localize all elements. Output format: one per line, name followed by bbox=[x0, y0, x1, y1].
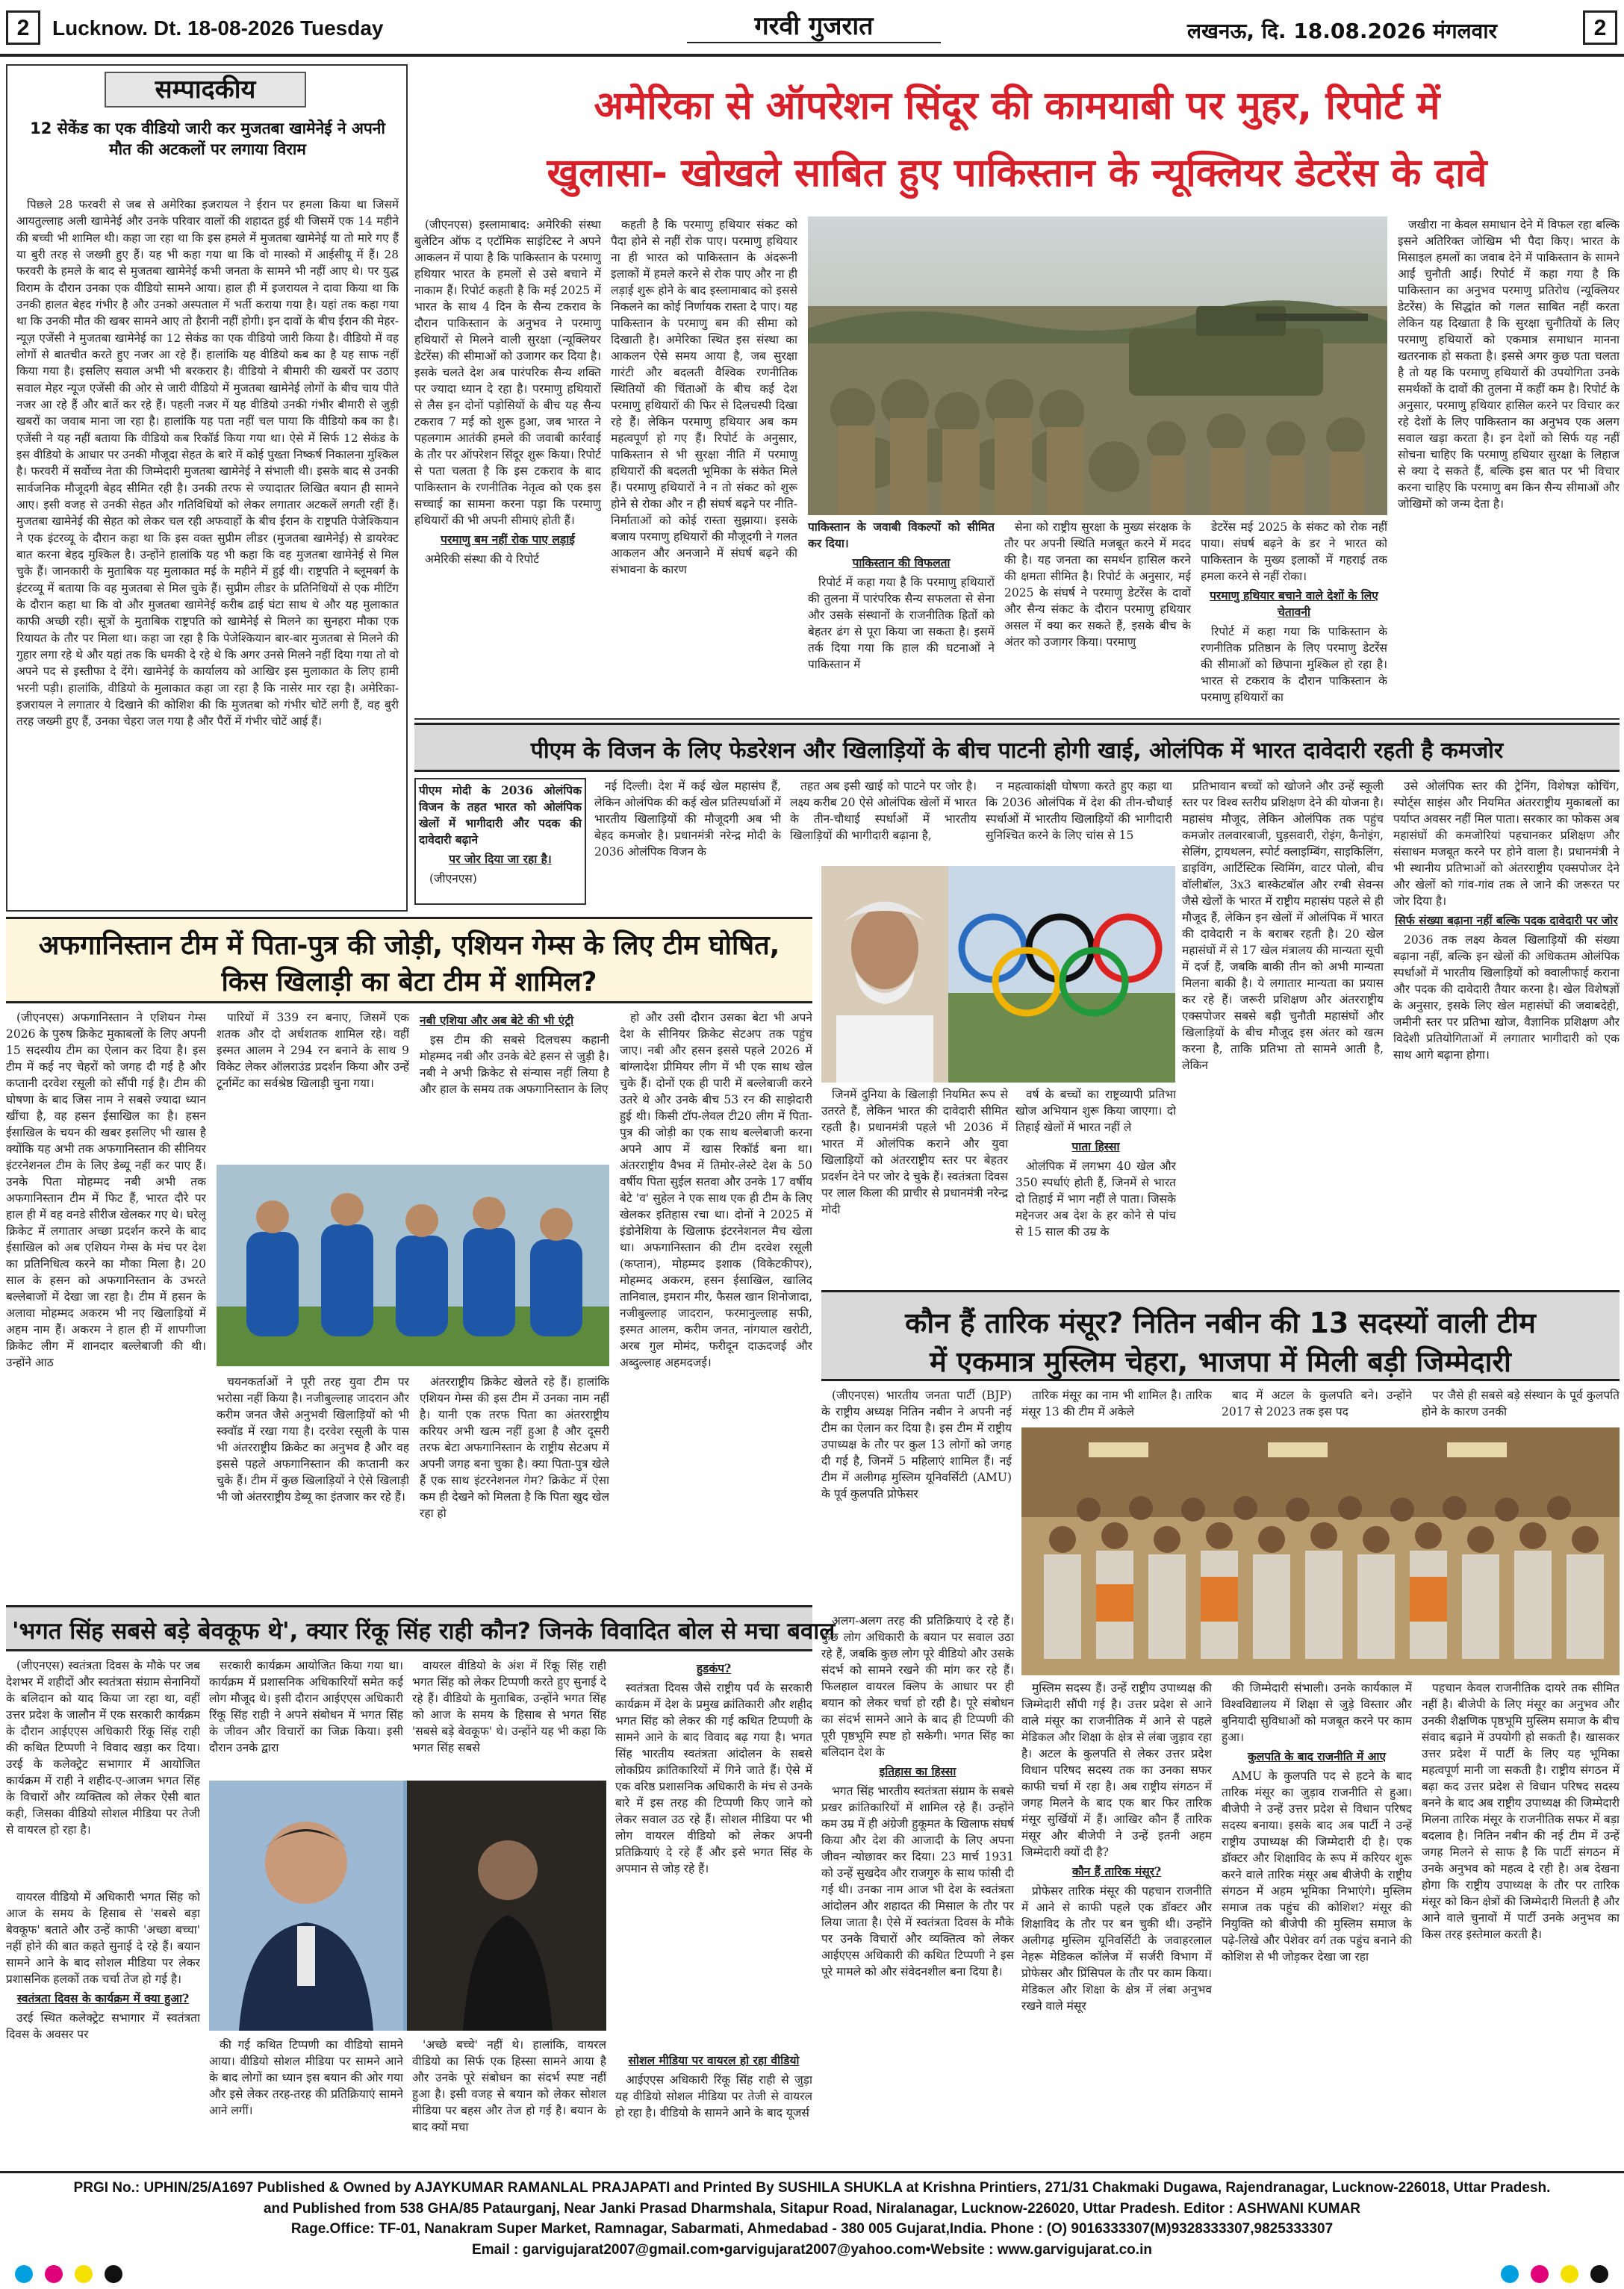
afghan-col2-tail: चयनकर्ताओं ने पूरी तरह युवा टीम पर भरोसा नहीं किया है। नजीबुल्लाह जादरान और करीम जनत जैसे अनुभवी खिलाड़ियों को भी स्क्वॉड में रखा गया है। दरवेश रसूली के पास भी अंतरराष्ट्रीय क्रिकेट का अनुभव है और वह इससे पहले अफगानिस्तान की कप्तानी कर चुके हैं। टीम में कुछ खिलाड़ियों ने ऐसे खिलाड़ी भी जो अंतरराष्ट्रीय डेब्यू का इंतजार कर रहे हैं। bbox=[217, 1375, 409, 1504]
tariq-group-photo bbox=[1021, 1427, 1620, 1675]
bhagat-column-6 bbox=[6, 1889, 200, 2165]
bhagat-lower1-text: वायरल वीडियो में अधिकारी भगत सिंह को आज के समय के हिसाब से 'सबसे बड़ा बेवकूफ' बताते और उन्हें काफी 'अच्छा बच्चा' नहीं होने की बात कहते सुनाई दे रहे हैं। बयान सामने आने के बाद सोशल मीडिया पर लेकर प्रशासनिक हलकों तक चर्चा तेज हो गई है। bbox=[6, 1890, 200, 1986]
afghan-col4-text: हो और उसी दौरान उसका बेटा भी अपने देश के सीनियर क्रिकेट सेटअप तक पहुंच जाए। नबी और हसन इससे पहले 2026 में बांग्लादेश प्रीमियर लीग में भी एक साथ खेल चुके हैं। दोनों एक ही पारी में बल्लेबाजी करने उतरे थे और उनके बीच 53 रन की साझेदारी हुई थी। किसी टॉप-लेवल टी20 लीग में पिता-पुत्र की जोड़ी का एक साथ बल्लेबाजी करना अपने आप में खास रिकॉर्ड बना था। अंतरराष्ट्रीय वैभव में तिमोर-लेस्टे देश के 50 वर्षीय पिता सुईल सतवा और उनके 17 वर्षीय बेटे 'व' सुहेल ने एक साथ एक ही टीम के लिए खेलकर इतिहास रचा था। दोनों ने 2025 में इंडोनेशिया के खिलाफ इंटरनेशनल मैच खेला था। अफगानिस्तान की टीम दरवेश रसूली (कप्तान), मोहम्मद इशाक (विकेटकीपर), मोहम्मद अकरम, हसन ईसाखिल, खालिद तानिवाल, इमरान मीर, फैसल खान शिनोजादा, नजीबुल्लाह जादरान, फरमानुल्लाह सफी, इस्मत आलम, करीम जनत, नांगयाल खरोटी, अरब गुल मोमंद, फरीदून दाऊदजई और अब्दुल्लाह अहमदजई। bbox=[620, 1011, 812, 1369]
olympics-photo bbox=[821, 866, 1175, 1083]
olympics-col5-text: प्रतिभावान बच्चों को खोजने और उन्हें स्कूली स्तर पर विश्व स्तरीय प्रशिक्षण देने की योजना है। महासंघ मौजूद, लेकिन ओलंपिक तक पहुंच कमजोर तलवारबाजी, घुड़सवारी, रोइंग, कैनोइंग, सेलिंग, ट्रायथलन, स्पोर्ट क्लाइम्बिंग, साइकिलिंग, डाइविंग, आर्टिस्टिक स्विमिंग, वाटर पोलो, बीच वॉलीबॉल, 3x3 बास्केटबॉल और रग्बी सेवन्स जैसे खेलों के भारत में राष्ट्रीय महासंघ पहले से ही मौजूद हैं, लेकिन इन खेलों में ओलंपिक में भारत की दावेदारी न के बराबर रहती है। 20 खेल महासंघों में से 17 खेल मंत्रालय की मान्यता सूची में दर्ज हैं, जबकि बाकी तीन को अभी मान्यता मिलना बाकी है। ये लगातार मान्यता का प्रयास कर रहे हैं। जरूरी प्रशिक्षण और अंतरराष्ट्रीय एक्सपोजर सबसे बड़ी चुनौती महासंघों और खिलाड़ियों के बीच मौजूद इस अंतर को खत्म करना है, ताकि प्रतिभा तो सामने आती है, लेकिन bbox=[1182, 779, 1384, 1072]
editorial-box bbox=[6, 64, 408, 912]
bhagat-column-2 bbox=[209, 1657, 403, 1777]
army-photo-illustration bbox=[808, 217, 1387, 515]
olympics-below1-text: जिनमें दुनिया के खिलाड़ी नियमित रूप से उतरते हैं, लेकिन भारत की दावेदारी सीमित रहती है। प्रधानमंत्री पहले भी 2036 में भारत में ओलंपिक कराने और युवा खिलाड़ियों को अंतरराष्ट्रीय स्तर पर बेहतर प्रदर्शन देने पर जोर दे चुके हैं। स्वतंत्रता दिवस पर लाल किला की प्राचीर से प्रधानमंत्री नरेन्द्र मोदी bbox=[821, 1088, 1008, 1216]
lead-col1-tail: अमेरिकी संस्था की ये रिपोर्ट bbox=[425, 552, 540, 566]
bhagat-column-9 bbox=[615, 2049, 812, 2165]
olympics-column-4 bbox=[986, 778, 1172, 860]
tariq-column-5 bbox=[1021, 1680, 1212, 2165]
afghan-col2-text: पारियों में 339 रन बनाए, जिसमें एक शतक और दो अर्धशतक शामिल रहे। वहीं इस्मत आलम ने 294 रन बनाने के साथ 9 विकेट लेकर ऑलराउंड प्रदर्शन किया और उन्हें टूर्नामेंट का सर्वश्रेष्ठ खिलाड़ी चुना गया। bbox=[217, 1011, 409, 1090]
tariq-col1-text: (जीएनएस) भारतीय जनता पार्टी (BJP) के राष्ट्रीय अध्यक्ष नितिन नबीन ने अपनी नई टीम का ऐलान कर दिया है। इस टीम में राष्ट्रीय उपाध्यक्ष के तौर पर कुल 13 लोगों को जगह दी गई है, जिनमें 5 महिलाएं शामिल हैं। नई टीम में अलीगढ़ मुस्लिम यूनिवर्सिटी (AMU) के पूर्व कुलपति प्रोफेसर bbox=[821, 1389, 1012, 1501]
tariq-colb-tail: AMU के कुलपति पद से हटने के बाद तारिक मंसूर का जुड़ाव राजनीति से हुआ। बीजेपी ने उन्हें उत्तर प्रदेश से विधान परिषद सदस्य बनाया। इसके बाद अब पार्टी ने उन्हें राष्ट्रीय उपाध्यक्ष की जिम्मेदारी दी है। एक डॉक्टर और शिक्षाविद के रूप में करियर शुरू करने वाले तारिक मंसूर अब बीजेपी के राष्ट्रीय संगठन में अहम भूमिका निभाएंगे। मुस्लिम समाज तक पहुंच की कोशिश? मंसूर की नियुक्ति को बीजेपी की मुस्लिम समाज के पढ़े-लिखे और पेशेवर वर्ग तक पहुंच बनाने की कोशिश से भी जोड़कर देखा जा रहा bbox=[1222, 1769, 1412, 1963]
olympics-subhead-3: पाता हिस्सा bbox=[1071, 1139, 1120, 1153]
tariq-column-4 bbox=[1422, 1387, 1620, 1424]
officer-portrait-illustration bbox=[209, 1781, 606, 2031]
tariq-col3-text: बाद में अटल के कुलपति बने। उन्होंने 2017 से 2023 तक इस पद bbox=[1222, 1389, 1412, 1418]
tariq-cola-text: मुस्लिम सदस्य हैं। उन्हें राष्ट्रीय उपाध्यक्ष की जिम्मेदारी सौंपी गई है। उत्तर प्रदेश से आने वाले मंसूर का राजनीतिक में आने से पहले मेडिकल और शिक्षा के क्षेत्र से लंबा जुड़ाव रहा है। अटल के कुलपति से लेकर उत्तर प्रदेश विधान परिषद सदस्य तक का उनका सफर काफी चर्चा में रहा है। अब राष्ट्रीय संगठन में जगह मिलने के बाद एक बार फिर तारिक मंसूर सुर्खियों में हैं। आखिर कौन हैं तारिक मंसूर और बीजेपी ने उन्हें इतनी अहम जिम्मेदारी क्यों दी है? bbox=[1021, 1681, 1212, 1859]
imprint-line-4: Email : garvigujarat2007@gmail.com•garvigujarat2007@yahoo.com•Website : www.garvigujarat.co.in bbox=[472, 2241, 1152, 2258]
bhagat-col1-text: (जीएनएस) स्वतंत्रता दिवस के मौके पर जब देशभर में शहीदों और स्वतंत्रता संग्राम सेनानियों के बलिदान को याद किया जा रहा था, वहीं उत्तर प्रदेश के जालौन में एक सरकारी कार्यक्रम के दौरान आईएएस अधिकारी रिंकू सिंह राही की कथित टिप्पणी ने विवाद खड़ा कर दिया। उरई के कलेक्ट्रेट सभागार में आयोजित कार्यक्रम में राही ने शहीद-ए-आजम भगत सिंह के विचारों और व्यक्तित्व को लेकर ऐसी बात कही, जिसका वीडियो सोशल मीडिया पर तेजी से वायरल हो रहा है। bbox=[6, 1659, 200, 1837]
bhagat-subhead-4: सोशल मीडिया पर वायरल हो रहा वीडियो bbox=[628, 2053, 800, 2067]
tariq-headline-line2: में एकमात्र मुस्लिम चेहरा, भाजपा में मिली बड़ी जिम्मेदारी bbox=[930, 1345, 1511, 1378]
lead-column-1 bbox=[414, 217, 601, 709]
tariq-column-7 bbox=[1422, 1680, 1620, 2165]
dateline-english: Lucknow. Dt. 18-08-2026 Tuesday bbox=[52, 16, 384, 40]
tariq-cola-tail: प्रोफेसर तारिक मंसूर की पहचान राजनीति में आने से काफी पहले एक डॉक्टर और शिक्षाविद के तौर पर बन चुकी थी। उन्होंने अलीगढ़ मुस्लिम यूनिवर्सिटी के जवाहरलाल नेहरू मेडिकल कॉलेज में सर्जरी विभाग में प्रोफेसर और प्रिंसिपल के तौर पर काम किया। मेडिकल और शिक्षा के क्षेत्र में लंबा अनुभव रखने वाले मंसूर bbox=[1021, 1884, 1212, 2013]
olympics-col1-tail: (जीएनएस) bbox=[429, 872, 477, 885]
lead-col6-text: जखीरा ना केवल समाधान देने में विफल रहा बल्कि इसने अतिरिक्त जोखिम भी पैदा किए। भारत के मिसाइल हमलों का जवाब देने में पाकिस्तान के सामने आईं चुनौती आईं। रिपोर्ट में कहा गया है कि पाकिस्तान का अनुभव परमाणु प्रतिरोध (न्यूक्लियर डेटरेंस) के सिद्धांत को गलत साबित नहीं करता लेकिन यह दिखाता है कि सुरक्षा चुनौतियों के लिए परमाणु हथियारों को एकमात्र समाधान मानना खतरनाक हो सकता है। इससे अगर कुछ पता चलता है तो यह कि परमाणु हथियारों की उपयोगिता उनके समर्थकों के दावों की तुलना में कहीं कम है। रिपोर्ट के अनुसार, परमाणु हथियार हासिल करने पर विचार कर रहे देशों के लिए पाकिस्तान का अनुभव एक अलग सवाल खड़ा करता है। इन देशों को सिर्फ यह नहीं सोचना चाहिए कि परमाणु हथियार सुरक्षा के लिहाज से क्या दे सकते हैं, बल्कि इस बात पर भी विचार करना चाहिए कि परमाणु बम किन सैन्य सीमाओं और जोखिमों को जन्म देता है। bbox=[1398, 218, 1620, 511]
lead-headline-line2: खुलासा- खोखले साबित हुए पाकिस्तान के न्यूक्लियर डेटरेंस के दावे bbox=[547, 151, 1487, 196]
olympics-headline-bar bbox=[414, 723, 1620, 772]
registration-mark-cyan-right bbox=[1501, 2265, 1519, 2283]
afghan-column-2 bbox=[217, 1009, 409, 1159]
tariq-headline-line1: कौन हैं तारिक मंसूर? नितिन नबीन की 13 सदस्यों वाली टीम bbox=[905, 1307, 1536, 1339]
olympics-column-5 bbox=[1182, 778, 1384, 1278]
imprint-line-3: Rage.Office: TF-01, Nanakram Super Market, Ramnagar, Sabarmati, Ahmedabad - 380 005 Gujarat,India. Phone : (O) 9016333307(M)9328333307,9825333307 bbox=[290, 2221, 1334, 2237]
editorial-body bbox=[16, 196, 399, 906]
afghan-cricket-photo bbox=[217, 1165, 609, 1366]
imprint-line-2: and Published from 538 GHA/85 Pataurganj, Near Janki Prasad Dharmshala, Sitapur Road, Niralanagar, Lucknow-226020, Uttar Pradesh. Editor : ASHWANI KUMAR bbox=[263, 2200, 1361, 2217]
tariq-col4-text: पर जैसे ही सबसे बड़े संस्थान के पूर्व कुलपति होने के कारण उनकी bbox=[1422, 1389, 1620, 1418]
olympics-subhead-2: सिर्फ संख्या बढ़ाना नहीं बल्कि पदक दावेदारी पर जोर bbox=[1395, 913, 1618, 927]
lead-col1-text: (जीएनएस) इस्लामाबाद: अमेरिकी संस्था बुलेटिन ऑफ द एटॉमिक साइंटिस्ट ने अपने आकलन में पाया है कि पाकिस्तान के परमाणु हथियार भारत के हमलों से उसे बचाने में नाकाम हैं। रिपोर्ट कहती है कि मई 2025 में भारत के साथ 4 दिन के सैन्य टकराव के दौरान पाकिस्तान के अनुभव ने परमाणु हथियारों से मिलने वाली सुरक्षा (न्यूक्लियर डेटरेंस) की सीमाओं को उजागर कर दिया है। इसके चलते देश अब पारंपरिक सैन्य शक्ति पर ज्यादा ध्यान दे रहा है। परमाणु हथियारों से लैस इन दोनों पड़ोसियों के बीच यह सैन्य टकराव 7 मई को शुरू हुआ, जब भारत ने पहलगाम आतंकी हमले की जवाबी कार्रवाई के तौर पर ऑपरेशन सिंदूर शुरू किया। रिपोर्ट से पता चलता है कि इस टकराव के बाद पाकिस्तान के रणनीतिक नेतृत्व को एक इस सच्चाई का सामना करना पड़ा कि परमाणु हथियारों की भी अपनी सीमाएं होती हैं। bbox=[414, 218, 601, 527]
cricketers-illustration bbox=[217, 1165, 609, 1366]
tariq-col2-text: तारिक मंसूर का नाम भी शामिल है। तारिक मंसूर 13 की टीम में अकेले bbox=[1021, 1389, 1212, 1418]
lead-photo-caption: पाकिस्तान के जवाबी विकल्पों को सीमित कर दिया। bbox=[808, 520, 995, 550]
afghan-col3-tail: अंतरराष्ट्रीय क्रिकेट खेलते रहे हैं। हालांकि एशियन गेम्स की इस टीम में उनका नाम नहीं है। यानी एक तरफ पिता का अंतरराष्ट्रीय करियर अभी खत्म नहीं हुआ है और दूसरी तरफ बेटा अफगानिस्तान के राष्ट्रीय सेटअप में अपनी जगह बना चुका है। क्या पिता-पुत्र खेले हैं एक साथ इंटरनेशनल गेम? क्रिकेट में ऐसा कम ही देखने को मिलता है कि पिता खुद खेल रहा हो bbox=[420, 1375, 609, 1520]
olympics-subhead-1: पर जोर दिया जा रहा है। bbox=[449, 852, 552, 866]
tariq-column-2 bbox=[1021, 1387, 1212, 1424]
bhagat-lower4-tail: आईएएस अधिकारी रिंकू सिंह राही से जुड़ा यह वीडियो सोशल मीडिया पर तेजी से वायरल हो रहा है। वीडियो के सामने आने के बाद यूजर्स bbox=[615, 2073, 812, 2120]
registration-mark-magenta bbox=[45, 2265, 63, 2283]
bhagat-column-8 bbox=[412, 2037, 606, 2165]
bhagat-column-7 bbox=[209, 2037, 403, 2165]
olympics-col6-text: उसे ओलंपिक स्तर की ट्रेनिंग, विशेषज्ञ कोचिंग, स्पोर्ट्स साइंस और नियमित अंतरराष्ट्रीय मुकाबलों का पर्याप्त अवसर नहीं मिल पाता। सरकार का फोकस अब महासंघों की कमजोरियां पहचानकर प्रशिक्षण और संसाधन मजबूत करने पर होने वाला है। प्रधानमंत्री ने भी स्थानीय प्रतिभाओं को अंतरराष्ट्रीय एक्सपोजर देने और खेलों को गांव-गांव तक ले जाने की जरूरत पर जोर दिया है। bbox=[1393, 779, 1620, 908]
afghan-headline: अफगानिस्तान टीम में पिता-पुत्र की जोड़ी, एशियन गेम्स के लिए टीम घोषित, किस खिलाड़ी का बेटा टीम में शामिल? bbox=[38, 930, 780, 997]
afghan-column-6 bbox=[620, 1009, 812, 1599]
afghan-col1-text: (जीएनएस) अफगानिस्तान ने एशियन गेम्स 2026 के पुरुष क्रिकेट मुकाबलों के लिए अपनी 15 सदस्यीय टीम का ऐलान कर दिया है। इस टीम में कई नए चेहरों को जगह दी गई है और कप्तानी दरवेश रसूली को सौंपी गई है। टीम की घोषणा के बाद जिस नाम ने सबसे ज्यादा ध्यान खींचा है, वह हसन ईसाखिल का है। हसन ईसाखिल के चयन की खबर इसलिए भी खास है क्योंकि यह अभी तक अफगानिस्तान की सीनियर इंटरनेशनल टीम के लिए डेब्यू नहीं कर पाए हैं। उनके पिता मोहम्मद नबी अभी तक अफगानिस्तान टीम में फिट हैं, भारत दौरे पर हाल ही में वह वनडे सीरीज खेलकर गए थे। घरेलू क्रिकेट में लगातार अच्छा प्रदर्शन करने के बाद ईसाखिल को अब एशियन गेम्स के मंच पर देश का प्रतिनिधित्व करने का मौका मिला है। 20 साल के हसन को अफगानिस्तान के उभरते बल्लेबाजों में देखा जा रहा है। टीम में हसन के अलावा मोहम्मद अकरम भी नए खिलाड़ियों में अहम नाम हैं। अकरम ने हाल ही में शापगीजा क्रिकेट लीग में शानदार बल्लेबाजी की थी। उन्होंने आठ bbox=[6, 1011, 206, 1369]
tariq-colb-text: की जिम्मेदारी संभाली। उनके कार्यकाल में विश्वविद्यालय में शिक्षा से जुड़े विस्तार और बुनियादी सुविधाओं को मजबूत करने पर काम हुआ। bbox=[1222, 1681, 1412, 1744]
lead-subhead-3: परमाणु हथियार बचाने वाले देशों के लिए चेतावनी bbox=[1210, 588, 1378, 619]
bhagat-lower2-text: की गई कथित टिप्पणी का वीडियो सामने आया। वीडियो सोशल मीडिया पर सामने आने के बाद लोगों का ध्यान इस बयान की ओर गया और इसे लेकर तरह-तरह की प्रतिक्रियाएं सामने आने लगीं। bbox=[209, 2038, 403, 2117]
tariq-colc-text: पहचान केवल राजनीतिक दायरे तक सीमित नहीं है। बीजेपी के लिए मंसूर का अनुभव और उनकी शैक्षणिक पृष्ठभूमि मुस्लिम समाज के बीच संवाद बढ़ाने में उपयोगी हो सकती है। खासकर उत्तर प्रदेश में पार्टी के लिए यह भूमिका महत्वपूर्ण मानी जा सकती है। राष्ट्रीय संगठन में बढ़ा कद उत्तर प्रदेश से विधान परिषद सदस्य बनने के बाद अब राष्ट्रीय उपाध्यक्ष की जिम्मेदारी मिलना तारिक मंसूर के राजनीतिक सफर में बड़ा बदलाव है। नितिन नबीन की नई टीम में उन्हें जगह मिलने से साफ है कि पार्टी संगठन में उनके अनुभव को महत्व दे रही है। अब देखना होगा कि राष्ट्रीय उपाध्यक्ष के तौर पर तारिक मंसूर को किन क्षेत्रों की जिम्मेदारी मिलती है और आने वाले चुनावों में पार्टी उनके अनुभव का किस तरह इस्तेमाल करती है। bbox=[1422, 1681, 1620, 1941]
olympics-column-8 bbox=[1015, 1086, 1176, 1278]
lead-column-6 bbox=[1398, 217, 1620, 709]
dateline-hindi: लखनऊ, दि. 18.08.2026 मंगलवार bbox=[1187, 19, 1497, 43]
olympics-col6-tail: 2036 तक लक्ष्य केवल खिलाड़ियों की संख्या बढ़ाना नहीं, बल्कि इन खेलों की अधिकतम ओलंपिक स्पर्धाओं में भारतीय खिलाड़ियों को क्वालीफाई कराना और पदक की दावेदारी तैयार करना है। खेल विशेषज्ञों के अनुसार, इसके लिए खेल महासंघों की जवाबदेही, जमीनी स्तर पर प्रतिभा खोज, वैज्ञानिक प्रशिक्षण और विदेशी प्रतियोगिताओं में लगातार भागीदारी को एक साथ आगे बढ़ाना होगा। bbox=[1393, 933, 1620, 1062]
olympics-col3-text: तहत अब इसी खाई को पाटने पर जोर है। लक्ष्य करीब 20 ऐसे ओलंपिक खेलों में भारत के तीन-चौथाई स्पर्धाओं में भारतीय खिलाड़ियों की भागीदारी बढ़ाना है, bbox=[790, 779, 977, 842]
tariq-subhead-2: कुलपति के बाद राजनीति में आए bbox=[1247, 1749, 1387, 1763]
olympics-column-7 bbox=[821, 1086, 1008, 1278]
divider bbox=[414, 718, 1620, 720]
tariq-headline-box bbox=[821, 1290, 1620, 1381]
page-number-right: 2 bbox=[1583, 10, 1617, 45]
olympics-col2-text: नई दिल्ली। देश में कई खेल महासंघ हैं, लेकिन ओलंपिक की कई खेल प्रतिस्पर्धाओं में भारतीय खिलाड़ियों की मौजूदगी अब भी बेहद कमजोर है। प्रधानमंत्री नरेन्द्र मोदी के 2036 ओलंपिक विजन के bbox=[594, 779, 781, 859]
registration-mark-yellow bbox=[75, 2265, 93, 2283]
olympics-below2-tail: ओलंपिक में लगभग 40 खेल और 350 स्पर्धाएं होती हैं, जिनमें से भारत दो तिहाई में भाग नहीं ले पाता। जिसके मद्देनजर अब देश के हर कोने से पांच से 15 साल की उम्र के bbox=[1015, 1159, 1176, 1239]
bhagat-lower3-text: 'अच्छे बच्चे' नहीं थे। हालांकि, वायरल वीडियो का सिर्फ एक हिस्सा सामने आया है और उनके पूरे संबोधन का संदर्भ स्पष्ट नहीं हुआ है। इसी वजह से बयान को लेकर सोशल मीडिया पर बहस और तेज हो गई है। बयान के बाद क्यों मचा bbox=[412, 2038, 606, 2134]
masthead: गरवी गुजरात bbox=[687, 7, 941, 43]
tariq-subhead-1: कौन हैं तारिक मंसूर? bbox=[1071, 1864, 1162, 1878]
registration-mark-yellow-right bbox=[1561, 2265, 1578, 2283]
afghan-column-1 bbox=[6, 1009, 206, 1599]
bhagat-col2-text: सरकारी कार्यक्रम आयोजित किया गया था। कार्यक्रम में प्रशासनिक अधिकारियों समेत कई लोग मौजूद थे। इसी दौरान आईएएस अधिकारी रिंकू सिंह राही ने अपने संबोधन में भगत सिंह के जीवन और विचारों का जिक्र किया। इसी दौरान उनके द्वारा bbox=[209, 1659, 403, 1754]
editorial-headline: 12 सेकेंड का एक वीडियो जारी कर मुजतबा खामेनेई ने अपनी मौत की अटकलों पर लगाया विराम bbox=[30, 119, 385, 159]
lead-col2-text: कहती है कि परमाणु हथियार संकट को पैदा होने से नहीं रोक पाए। परमाणु हथियार ना ही भारत को पाकिस्तान के अंदरूनी इलाकों में हमले करने से रोक पाए और ना ही लड़ाई शुरू होने के बाद इस्लामाबाद को इससे निकलने का कोई निर्णायक रास्ता दे पाए। यह पाकिस्तान के परमाणु बम की सीमा को दिखाती है। अमेरिका स्थित इस संस्था का आकलन ऐसे समय आया है, जब सुरक्षा गारंटी और बदलती वैश्विक रणनीतिक स्थितियों की चिंताओं के बीच कई देश परमाणु हथियारों की फिर से दिलचस्पी दिखा रहे हैं। लेकिन परमाणु हथियार अब कम महत्वपूर्ण हो गए हैं। रिपोर्ट के अनुसार, पाकिस्तान से भी सुरक्षा नीति में परमाणु हथियारों की बदलती भूमिका के संकेत मिले हैं। परमाणु हथियारों ने न तो संकट को शुरू होने से रोका और न ही संघर्ष बढ़ने पर नीति-निर्माताओं को कोई रास्ता सुझाया। इसके बजाय परमाणु हथियारों की मौजूदगी ने गलत आकलन और अनजाने में संघर्ष बढ़ने की संभावना के कारण bbox=[611, 218, 797, 576]
olympics-column-1 bbox=[414, 778, 586, 905]
lead-subhead-2: पाकिस्तान की विफलता bbox=[852, 555, 951, 570]
olympics-column-3 bbox=[790, 778, 977, 860]
lead-col3-text: रिपोर्ट में कहा गया है कि परमाणु हथियारों की तुलना में पारंपरिक सैन्य सफलता से सेना और उसके संस्थानों के राजनीतिक हितों को बेहतर ढंग से पूरा किया जा सकता है। इसमें तर्क दिया गया कि हाल की घटनाओं ने पाकिस्तान में bbox=[808, 576, 995, 671]
bhagat-column-4 bbox=[615, 1657, 812, 2046]
lead-photo-army bbox=[808, 217, 1387, 515]
bhagat-column-5 bbox=[821, 1613, 1014, 2165]
tariq-column-6 bbox=[1222, 1680, 1412, 2165]
page-header bbox=[0, 0, 1624, 57]
imprint-line-1: PRGI No.: UPHIN/25/A1697 Published & Owned by AJAYKUMAR RAMANLAL PRAJAPATI and Printed By SUSHILA SHUKLA at Krishna Printiers, 271/31 Chakmaki Dugawa, Rajendranagar, Lucknow-226018, Uttar Pradesh. bbox=[73, 2180, 1551, 2196]
lead-col5-text: डेटरेंस मई 2025 के संकट को रोक नहीं पाया। संघर्ष बढ़ने के डर ने भारत को पाकिस्तान के मुख्य इलाकों में गहराई तक हमला करने से नहीं रोका। bbox=[1201, 520, 1387, 583]
bhagat-subhead-3: स्वतंत्रता दिवस के कार्यक्रम में क्या हुआ? bbox=[16, 1991, 190, 2005]
bhagat-col5-text: अलग-अलग तरह की प्रतिक्रियाएं दे रहे हैं। कुछ लोग अधिकारी के बयान पर सवाल उठा रहे हैं, जबकि कुछ लोग पूरे वीडियो और उसके संदर्भ को सामने रखने की मांग कर रहे हैं। फिलहाल वायरल क्लिप के आधार पर ही बयान को लेकर चर्चा हो रही है। पूरे संबोधन का संदर्भ सामने आने के बाद ही टिप्पणी की पूरी पृष्ठभूमि स्पष्ट हो सकेगी। भगत सिंह का बलिदान देश के bbox=[821, 1614, 1014, 1759]
pm-olympic-rings-illustration bbox=[821, 866, 1175, 1083]
tariq-column-1 bbox=[821, 1387, 1012, 1510]
editorial-text: पिछले 28 फरवरी से जब से अमेरिका इजरायल ने ईरान पर हमला किया था जिसमें आयतुल्लाह अली खामेनेई और उनके परिवार वालों की शहादत हुई थी जिसमें एक 14 महीने की बच्ची भी शामिल थी। कहा जा रहा था कि इस हमले में मुजतबा खामेनेई या तो मारे गए हैं या बुरी तरह से जख्मी हुए हैं। यह भी कहा गया था कि वो मास्को में आईसीयू में हैं। 28 फरवरी के हमले के बाद से मुजतबा खामेनेई कभी जनता के सामने भी नहीं आए थे। पर युद्ध विराम के दौरान उनका एक वीडियो सामने आया। हाल ही में इजरायल ने दावा किया था कि उनकी हालत बेहद गंभीर है और उनको अस्पताल में भर्ती कराया गया है। यहां तक कहा गया था कि उनकी मौत की खबर सामने आए तो हैरानी नहीं होगी। इन दावों के बीच ईरान की मेहर-न्यूज़ एजेंसी ने मुजतबा खामेनेई का 12 सेकंड का एक वीडियो जारी किया है। वीडियो में वह लोगों से बातचीत करते हुए नजर आ रहे हैं। हालांकि यह वीडियो कब का है यह साफ नहीं किया गया है। इसलिए सवाल अभी भी बरकरार है। वीडियो ने बीमारी की खबरों पर उठाए सवाल मेहर न्यूज एजेंसी की ओर से जारी वीडियो में मुजतबा खामेनेई लोगों के बीच चाय पीते नजर आ रहे हैं और बातें कर रहे हैं। पहली नजर में यह वीडियो उनकी गंभीर बीमारी से जुड़ी खबरों का जवाब माना जा रहा है। हालांकि यह पता नहीं चल पाया कि वीडियो कब का है। एजेंसी ने यह नहीं बताया कि वीडियो कब रिकॉर्ड किया गया था। ऐसे में सिर्फ 12 सेकंड के इस वीडियो के आधार पर उनकी मौजूदा सेहत के बारे में कोई पुख्ता निष्कर्ष निकालना मुश्किल है। फरवरी में सर्वोच्च नेता की जिम्मेदारी मुजतबा खामेनेई ने संभाली थी। इसके बाद से उनकी सार्वजनिक मौजूदगी बेहद सीमित रही है। उनकी तरफ से ज्यादातर लिखित बयान ही सामने आए। इसी वजह से उनकी सेहत और गतिविधियों को लेकर लगातार अटकलें लगती रहीं हैं। मुजतबा खामेनेई की सेहत को लेकर चल रही अफवाहों के बीच ईरान के राष्ट्रपति पेजेश्कियान ने एक इंटरव्यू के दौरान कहा था कि इस वक्त सुप्रीम लीडर (मुजतबा खामेनेई) से डायरेक्ट बात करना बेहद मुश्किल है। उन्होंने हालांकि यह भी कहा कि वह मुजतबा खामेनेई से मिल चुके हैं। जानकारी के मुताबिक यह मुलाकात मई के महीने में हुई थी। राष्ट्रपति ने ब्लूमबर्ग के इंटरव्यू में बताया कि वह मुजतबा से मिल चुके हैं। सुप्रीम लीडर के प्रतिनिधियों से एक मीटिंग के दौरान कहा था कि वो और मुजतबा खामेनेई करीब ढाई घंटा साथ थे और यह मुलाकात काफी अच्छी रही। सूत्रों के मुताबिक राष्ट्रपति को खामेनेई से मिलने का सुनहरा मौका एक रियायत के तौर पर मिला था। कहा जा रहा है कि पेजेश्कियान बार-बार मुजतबा से मिलने की गुहार लगा रहे थे और यहां तक कि धमकी दे रहे थे कि अगर उनसे मिलने नहीं दिया गया तो वो अपने पद से इस्तीफा दे देंगे। खामेनेई के कार्यालय को आखिर इस मुलाकात के लिए हामी भरनी पड़ी। हालांकि, वीडियो के मुलाकात कहा जा रहा है कि नासेर मार रहा है। अमेरिका-इजरायल ने लगातार ये दिखाने की कोशिश की कि मुजतबा को गंभीर चोटें लगी हैं, वह बुरी तरह जख्मी हुए हैं, उनका चेहरा जल गया है और पैरों में गंभीर चोटें आई हैं। bbox=[16, 198, 399, 729]
olympics-column-2 bbox=[594, 778, 781, 905]
olympics-headline: पीएम के विजन के लिए फेडरेशन और खिलाड़ियों के बीच पाटनी होगी खाई, ओलंपिक में भारत दावेदारी रहती है कमजोर bbox=[530, 738, 1504, 764]
lead-column-4 bbox=[1004, 519, 1191, 709]
lead-col5-tail: रिपोर्ट में कहा गया कि पाकिस्तान के रणनीतिक प्रतिष्ठान के लिए परमाणु डेटरेंस की सीमाओं को छिपाना मुश्किल हो रहा है। भारत से टकराव के दौरान पाकिस्तान के परमाणु हथियारों का bbox=[1201, 625, 1387, 704]
registration-mark-magenta-right bbox=[1531, 2265, 1549, 2283]
afghan-subhead-1: नबी एशिया और अब बेटे की भी एंट्री bbox=[420, 1013, 574, 1027]
olympics-below2-text: वर्ष के बच्चों का राष्ट्रव्यापी प्रतिभा खोज अभियान शुरू किया जाएगा। दो तिहाई खेलों में भारत नहीं ले bbox=[1015, 1088, 1176, 1134]
lead-column-2 bbox=[611, 217, 797, 709]
editorial-label: सम्पादकीय bbox=[105, 72, 306, 108]
lead-col4-text: सेना को राष्ट्रीय सुरक्षा के मुख्य संरक्षक के तौर पर अपनी स्थिति मजबूत करने में मदद की है। यह जनता का समर्थन हासिल करने की क्षमता सीमित है। रिपोर्ट के अनुसार, मई 2025 के संघर्ष ने परमाणु डेटरेंस के दावों और सैन्य संकट के दौरान परमाणु हथियार असल में क्या कर सकते हैं, इसके बीच के अंतर को उजागर किया। परमाणु bbox=[1004, 520, 1191, 649]
afghan-column-5 bbox=[420, 1374, 609, 1598]
bhagat-lower1-tail: उरई स्थित कलेक्ट्रेट सभागार में स्वतंत्रता दिवस के अवसर पर bbox=[6, 2011, 200, 2041]
olympics-col4-text: न महत्वाकांक्षी घोषणा करते हुए कहा था कि 2036 ओलंपिक में देश की तीन-चौथाई स्पर्धाओं में भारतीय खिलाड़ियों की भागीदारी सुनिश्चित करने के लिए चांस से 15 bbox=[986, 779, 1172, 842]
lead-column-3 bbox=[808, 519, 995, 709]
olympics-column-6 bbox=[1393, 778, 1620, 1278]
bhagat-column-1 bbox=[6, 1657, 200, 1881]
lead-subhead-1: परमाणु बम नहीं रोक पाए लड़ाई bbox=[441, 532, 575, 546]
lead-headline-line1: अमेरिका से ऑपरेशन सिंदूर की कामयाबी पर मुहर, रिपोर्ट में bbox=[594, 84, 1440, 128]
bhagat-col5-tail: भगत सिंह भारतीय स्वतंत्रता संग्राम के सबसे प्रखर क्रांतिकारियों में शामिल रहे हैं। उन्होंने कम उम्र में ही अंग्रेजी हुकूमत के खिलाफ संघर्ष किया और देश की आजादी के लिए अपना जीवन न्योछावर कर दिया। 23 मार्च 1931 को उन्हें सुखदेव और राजगुरु के साथ फांसी दी गई थी। उनका नाम आज भी देश के स्वतंत्रता आंदोलन और शहादत की मिसाल के तौर पर लिया जाता है। ऐसे में स्वतंत्रता दिवस के मौके पर उनके विचारों और व्यक्तित्व को लेकर आईएएस अधिकारी की कथित टिप्पणी ने इस पूरे मामले को और संवेदनशील बना दिया है। bbox=[821, 1784, 1014, 1978]
bhagat-col3-text: वायरल वीडियो के अंश में रिंकू सिंह राही भगत सिंह को लेकर टिप्पणी करते हुए सुनाई दे रहे हैं। वीडियो के मुताबिक, उन्होंने भगत सिंह को आज के समय के हिसाब से भगत सिंह 'सबसे बड़े बेवकूफ' थे। उन्होंने यह भी कहा कि भगत सिंह सबसे bbox=[412, 1659, 606, 1754]
bhagat-col4-text: स्वतंत्रता दिवस जैसे राष्ट्रीय पर्व के सरकारी कार्यक्रम में देश के प्रमुख क्रांतिकारी और शहीद भगत सिंह को लेकर की गई कथित टिप्पणी के सामने आने के बाद विवाद बढ़ गया है। भगत सिंह भारतीय स्वतंत्रता आंदोलन के सबसे लोकप्रिय क्रांतिकारियों में गिने जाते हैं। ऐसे में एक वरिष्ठ प्रशासनिक अधिकारी के मंच से उनके बारे में इस तरह की टिप्पणी किए जाने को लेकर सवाल उठ रहे हैं। सोशल मीडिया पर भी लोग वायरल वीडियो को लेकर अपनी प्रतिक्रियाएं दे रहे हैं और इसे भगत सिंह के अपमान से जोड़ रहे हैं। bbox=[615, 1681, 812, 1875]
bhagat-subhead-2: इतिहास का हिस्सा bbox=[879, 1764, 956, 1778]
imprint-footer bbox=[0, 2171, 1624, 2289]
afghan-headline-box bbox=[6, 917, 812, 1003]
afghan-column-4 bbox=[217, 1374, 409, 1598]
registration-mark-cyan bbox=[15, 2265, 33, 2283]
bhagat-column-3 bbox=[412, 1657, 606, 1777]
bhagat-subhead-1: हुडकंप? bbox=[696, 1661, 732, 1675]
lead-headline-block bbox=[414, 64, 1620, 210]
afghan-column-3 bbox=[420, 1009, 609, 1159]
afghan-col3-text: इस टीम की सबसे दिलचस्प कहानी मोहम्मद नबी और उनके बेटे हसन से जुड़ी है। नबी ने अभी क्रिकेट से संन्यास नहीं लिया है और हाल के समय तक अफगानिस्तान के लिए bbox=[420, 1033, 609, 1096]
bhagat-headline-box bbox=[6, 1605, 836, 1651]
registration-mark-black bbox=[105, 2265, 122, 2283]
bhagat-headline: 'भगत सिंह सबसे बड़े बेवकूफ थे', क्यार रिंकू सिंह राही कौन? जिनके विवादित बोल से मचा बवाल bbox=[12, 1618, 836, 1645]
lead-column-5 bbox=[1201, 519, 1387, 709]
olympics-col1-text: पीएम मोदी के 2036 ओलंपिक विजन के तहत भारत को ओलंपिक खेलों में भागीदारी और पदक की दावेदारी बढ़ाने bbox=[419, 783, 582, 847]
bhagat-photo bbox=[209, 1781, 606, 2031]
page-number-left: 2 bbox=[6, 10, 40, 45]
group-photo-illustration bbox=[1021, 1427, 1620, 1675]
tariq-column-3 bbox=[1222, 1387, 1412, 1424]
registration-mark-black-right bbox=[1590, 2265, 1608, 2283]
